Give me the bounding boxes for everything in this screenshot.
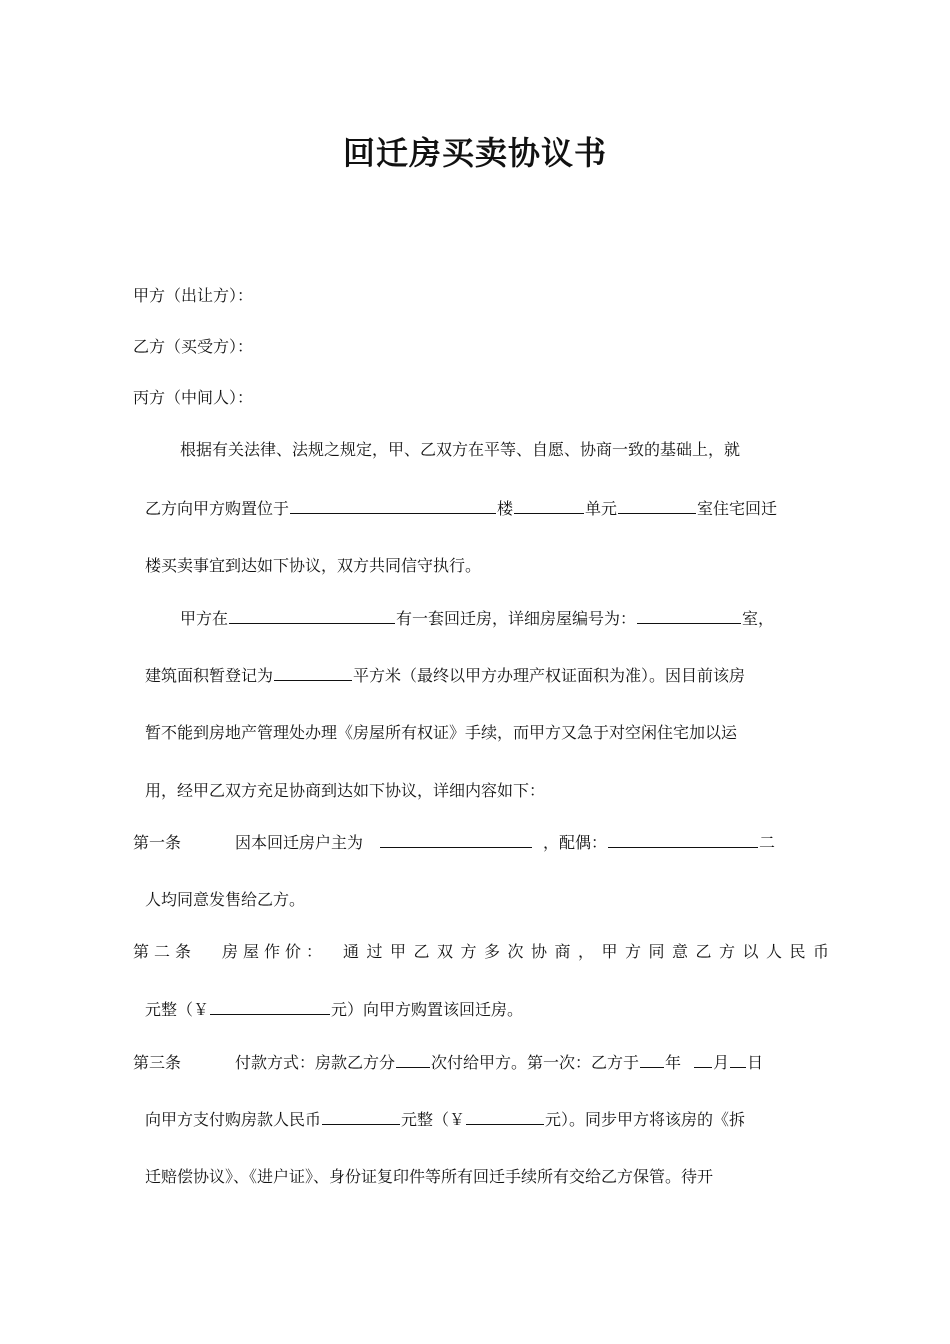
article-label: 第一条 [133,833,182,852]
place-blank [229,607,395,624]
document-title: 回迁房买卖协议书 [342,134,607,172]
para2-line-1 [180,607,774,630]
article-text: 年 [665,1053,682,1072]
para2-line-2 [145,664,745,687]
article-text: 付款方式：房款乙方分 [235,1053,396,1072]
article-text: 元整（￥ [145,1000,210,1019]
year-blank [640,1051,664,1068]
article-text: 元整（￥ [401,1110,466,1129]
article-text: 通过甲乙双方多次协商，甲方同意乙方以人民币 [343,942,837,961]
location-blank [290,497,496,514]
party-a-label: 甲方（出让方）： [133,286,254,305]
article-text: 房屋作价： [222,942,328,961]
payment-figure-blank [466,1108,544,1125]
intro-text: 单元 [585,499,618,518]
party-b-label: 乙方（买受方）： [133,337,254,356]
article-text: ，配偶： [543,833,608,852]
installments-blank [396,1051,430,1068]
article-text: 次付给甲方。第一次：乙方于 [431,1053,640,1072]
para2-text: 甲方在 [180,609,229,628]
article-text: 元）。同步甲方将该房的《拆 [545,1110,746,1129]
article-text: 向甲方支付购房款人民币 [145,1110,322,1129]
article-text: 月 [713,1053,730,1072]
article-1-line-2: 人均同意发售给乙方。 [145,890,306,909]
intro-line-2 [145,497,777,520]
para2-text: 有一套回迁房，详细房屋编号为： [396,609,637,628]
building-blank [514,497,584,514]
article-2-line-1 [133,941,837,963]
article-text: 二 [759,833,776,852]
intro-line-3: 楼买卖事宜到达如下协议，双方共同信守执行。 [145,556,482,575]
intro-text: 室住宅回迁 [697,499,778,518]
para2-line-4: 用，经甲乙双方充足协商到达如下协议，详细内容如下： [145,781,546,800]
intro-text: 楼 [497,499,514,518]
intro-line-1: 根据有关法律、法规之规定，甲、乙双方在平等、自愿、协商一致的基础上，就 [180,440,741,459]
day-blank [730,1051,746,1068]
unit-blank [618,497,696,514]
owner-blank [380,831,532,848]
article-text: 元）向甲方购置该回迁房。 [331,1000,524,1019]
para2-text: 平方米（最终以甲方办理产权证面积为准）。因目前该房 [353,666,746,685]
article-text: 日 [747,1053,764,1072]
party-c-label: 丙方（中间人）： [133,388,254,407]
article-2-line-2 [145,998,523,1021]
price-blank [210,998,330,1015]
article-label: 第二条 [133,942,197,961]
area-blank [274,664,352,681]
payment-amount-blank [322,1108,400,1125]
article-3-line-2 [145,1108,745,1131]
article-3-line-3: 迁赔偿协议》、《进户证》、身份证复印件等所有回迁手续所有交给乙方保管。待开 [145,1167,714,1186]
article-text: 因本回迁房户主为 [235,833,364,852]
article-1-line-1 [133,831,775,854]
para2-text: 建筑面积暂登记为 [145,666,274,685]
para2-text: 室， [742,609,775,628]
article-label: 第三条 [133,1053,182,1072]
intro-text: 乙方向甲方购置位于 [145,499,290,518]
spouse-blank [608,831,758,848]
article-3-line-1 [133,1051,763,1074]
month-blank [694,1051,712,1068]
para2-line-3: 暂不能到房地产管理处办理《房屋所有权证》手续，而甲方又急于对空闲住宅加以运 [145,723,738,742]
room-number-blank [637,607,741,624]
